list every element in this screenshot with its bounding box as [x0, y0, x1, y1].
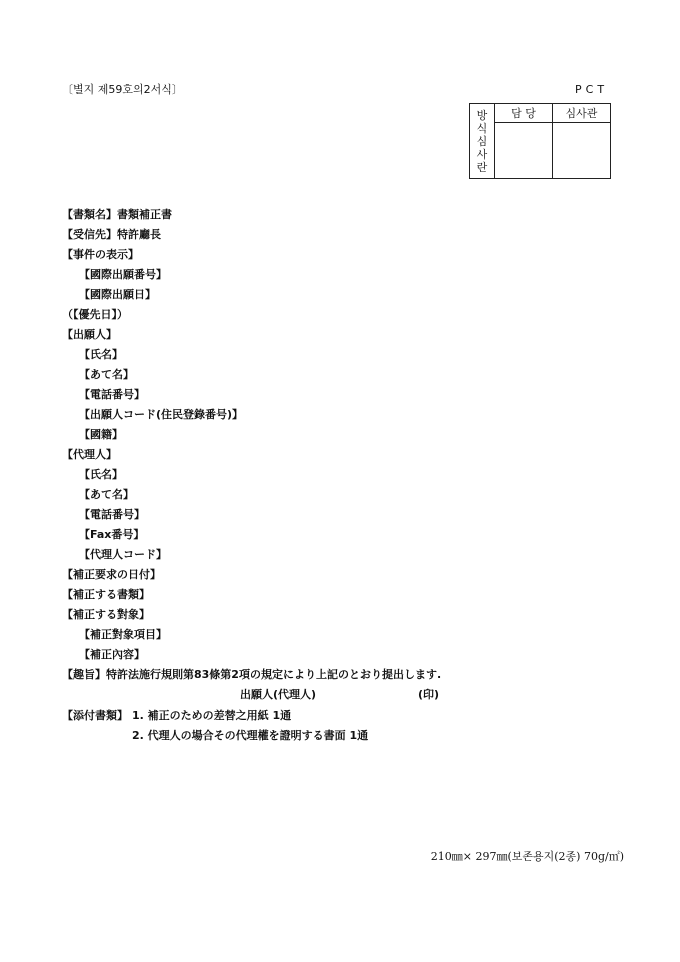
field-document-name: 【書類名】書類補正書 [62, 208, 172, 221]
field-amendment-subject: 【補正する對象】 [62, 608, 150, 621]
field-purpose: 【趣旨】特許法施行規則第83條第2項の規定により上記のとおり提出します. [62, 668, 442, 681]
field-document-to-amend: 【補正する書類】 [62, 588, 150, 601]
officer-col-examiner: 심사관 [553, 104, 611, 123]
paper-spec-footer: 210㎜× 297㎜(보존용지(2종) 70g/㎡) [430, 850, 624, 863]
field-agent-name: 【氏名】 [79, 468, 123, 481]
field-agent: 【代理人】 [62, 448, 117, 461]
field-nationality: 【國籍】 [79, 428, 123, 441]
field-amendment-item: 【補正對象項目】 [79, 628, 167, 641]
applicant-signature-label: 出願人(代理人) [240, 688, 317, 701]
field-applicant-address: 【あて名】 [79, 368, 134, 381]
officer-box-vertical-label: 방 식 심 사 란 [470, 104, 495, 179]
field-priority-date: （【優先日】） [62, 308, 128, 321]
field-recipient: 【受信先】特許廳長 [62, 228, 161, 241]
in-charge-stamp-cell [495, 123, 553, 179]
field-applicant-code: 【出願人コード(住民登錄番号)】 [79, 408, 244, 421]
field-agent-phone: 【電話番号】 [79, 508, 145, 521]
field-applicant-phone: 【電話番号】 [79, 388, 145, 401]
field-intl-filing-date: 【國際出願日】 [79, 288, 156, 301]
field-amendment-request-date: 【補正要求の日付】 [62, 568, 161, 581]
field-agent-fax: 【Fax番号】 [79, 528, 145, 541]
form-reference: 〔별지 제59호의2서식〕 [62, 83, 183, 96]
attachments-label: 【添付書類】 [62, 709, 128, 722]
attachment-item-1: 1. 補正のための差替之用紙 1通 [132, 709, 292, 722]
field-agent-address: 【あて名】 [79, 488, 134, 501]
pct-label: PCT [575, 83, 609, 96]
field-agent-code: 【代理人コード】 [79, 548, 167, 561]
seal-mark: (印) [418, 688, 440, 701]
field-intl-application-number: 【國際出願番号】 [79, 268, 167, 281]
field-case-indication: 【事件の表示】 [62, 248, 139, 261]
field-applicant: 【出願人】 [62, 328, 117, 341]
field-amendment-content: 【補正內容】 [79, 648, 145, 661]
examination-officer-box [469, 103, 611, 179]
examiner-stamp-cell [553, 123, 611, 179]
field-applicant-name: 【氏名】 [79, 348, 123, 361]
officer-col-in-charge: 담 당 [495, 104, 553, 123]
attachment-item-2: 2. 代理人の場合その代理權を證明する書面 1通 [132, 729, 369, 742]
